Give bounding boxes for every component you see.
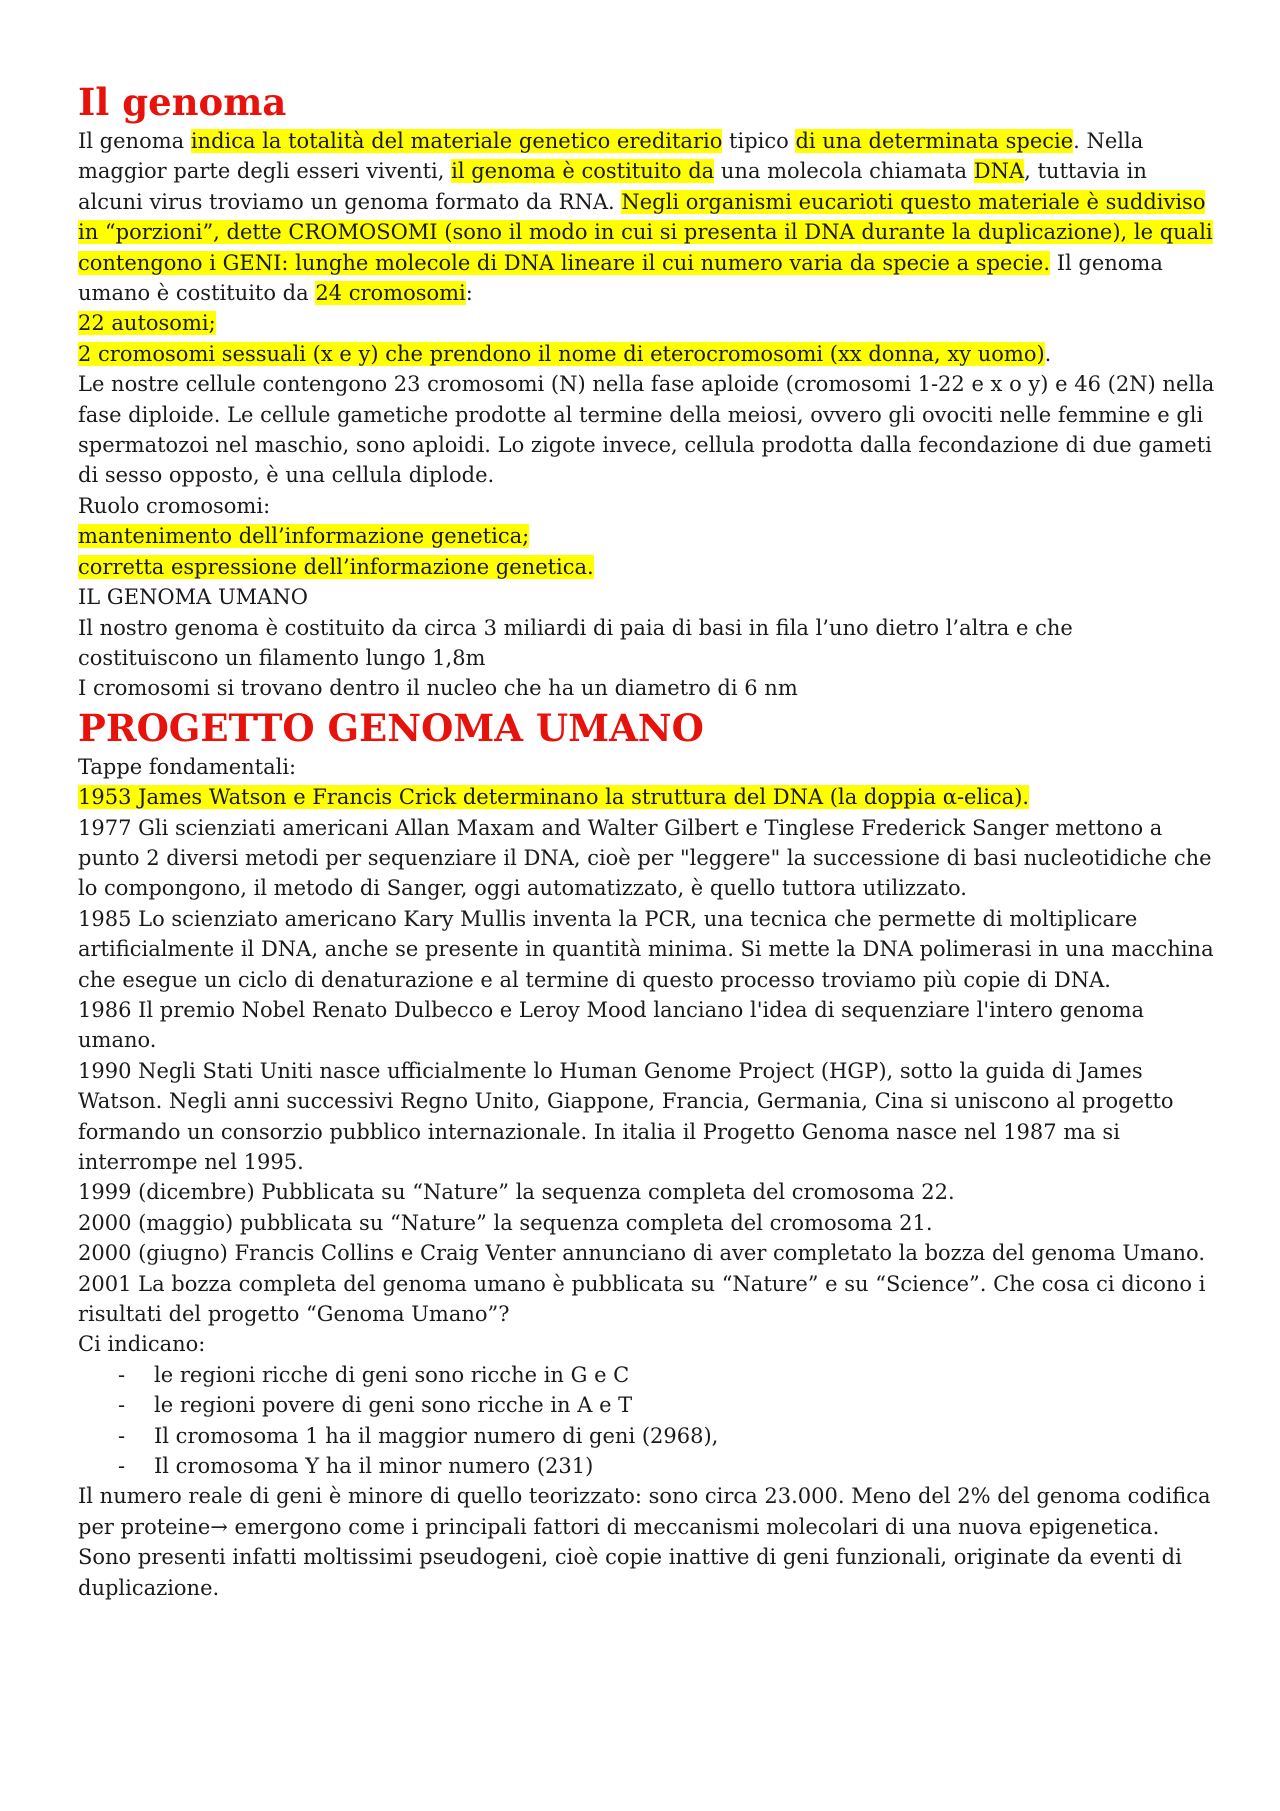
autosomes-text: 22 autosomi; <box>78 311 216 336</box>
milestone-1977: 1977 Gli scienziati americani Allan Maxam and Walter Gilbert e Tinglese Frederick Sanger mettono a punto 2 diversi metodi per sequenziare il DNA, cioè per "leggere" la successione di basi nucleotidiche che lo compongono, il metodo di Sanger, oggi automatizzato, è quello tuttora utilizzato. <box>78 815 1212 901</box>
milestone-2000-maggio: 2000 (maggio) pubblicata su “Nature” la sequenza completa del cromosoma 21. <box>78 1210 933 1235</box>
closing-paragraph: Il numero reale di geni è minore di quello teorizzato: sono circa 23.000. Meno del 2% del genoma codifica per proteine→ emergono come i principali fattori di meccanismi molecolari di una nuova epigenetica. Sono presenti infatti moltissimi pseudogeni, cioè copie inattive di geni funzionali, originate da eventi di duplicazione. <box>78 1484 1211 1600</box>
highlighted-text: 24 cromosomi <box>315 281 466 306</box>
milestone-1999: 1999 (dicembre) Pubblicata su “Nature” la sequenza completa del cromosoma 22. <box>78 1180 955 1205</box>
milestone-2000-giugno: 2000 (giugno) Francis Collins e Craig Venter annunciano di aver completato la bozza del genoma Umano. <box>78 1241 1206 1266</box>
tappe-heading: Tappe fondamentali: <box>78 754 297 779</box>
autosomes-line <box>78 308 1216 338</box>
highlighted-text: DNA <box>973 159 1025 184</box>
list-item: - le regioni povere di geni sono ricche in A e T <box>78 1390 1216 1420</box>
list-item: - le regioni ricche di geni sono ricche in G e C <box>78 1360 1216 1390</box>
text-run: Il genoma umano è costituito da <box>78 250 1163 306</box>
text-run: : <box>465 281 473 306</box>
section-title-progetto: PROGETTO GENOMA UMANO <box>78 705 704 750</box>
milestone-1990: 1990 Negli Stati Uniti nasce ufficialmente lo Human Genome Project (HGP), sotto la guida di James Watson. Negli anni successivi Regno Unito, Giappone, Francia, Germania, Cina si uniscono al progetto formando un consorzio pubblico internazionale. In italia il Progetto Genoma nasce nel 1987 ma si interrompe nel 1995. <box>78 1058 1174 1174</box>
role-item-1 <box>78 521 1216 551</box>
text-run: . Nella maggior parte degli esseri viventi, <box>78 129 1144 184</box>
milestone-1985: 1985 Lo scienziato americano Kary Mullis inventa la PCR, una tecnica che permette di moltiplicare artificialmente il DNA, anche se presente in quantità minima. Si mette la DNA polimerasi in una macchina che esegue un ciclo di denaturazione e al termine di questo processo troviamo più copie di DNA. <box>78 906 1214 992</box>
human-genome-heading: IL GENOMA UMANO <box>78 585 308 610</box>
role-heading: Ruolo cromosomi: <box>78 493 271 518</box>
text-run: tipico <box>722 129 796 153</box>
human-genome-paragraph-1: Il nostro genoma è costituito da circa 3 miliardi di paia di basi in fila l’uno dietro l’altra e che costituiscono un filamento lungo 1,8m <box>78 615 1073 670</box>
cells-paragraph: Le nostre cellule contengono 23 cromosomi (N) nella fase aploide (cromosomi 1-22 e x o y) e 46 (2N) nella fase diploide. Le cellule gametiche prodotte al termine della meiosi, ovvero gli ovociti nelle femmine e gli spermatozoi nel maschio, sono aploidi. Lo zigote invece, cellula prodotta dalla fecondazione di due gameti di sesso opposto, è una cellula diplode. <box>78 372 1215 488</box>
intro-paragraph <box>78 126 1216 308</box>
list-item: - Il cromosoma Y ha il minor numero (231) <box>78 1451 1216 1481</box>
highlighted-text: indica la totalità del materiale genetico ereditario <box>190 129 723 153</box>
sex-chromosomes-line <box>78 339 1216 369</box>
text-run: , tuttavia in alcuni virus troviamo un genoma formato da RNA. <box>78 159 1147 214</box>
results-list <box>78 1360 1216 1482</box>
human-genome-paragraph-2: I cromosomi si trovano dentro il nucleo che ha un diametro di 6 nm <box>78 676 798 701</box>
milestone-1953-text: 1953 James Watson e Francis Crick determinano la struttura del DNA (la doppia α-elica). <box>78 785 1030 810</box>
role-item-1-text: mantenimento dell’informazione genetica; <box>78 524 530 549</box>
highlighted-text: di una determinata specie <box>795 129 1074 153</box>
highlighted-text: il genoma è costituito da <box>451 159 715 184</box>
sex-chromosomes-end: . <box>1044 341 1052 366</box>
text-run: una molecola chiamata <box>714 159 974 184</box>
milestone-1986: 1986 Il premio Nobel Renato Dulbecco e Leroy Mood lanciano l'idea di sequenziare l'intero genoma umano. <box>78 997 1145 1053</box>
highlighted-text: Negli organismi eucarioti questo materiale è suddiviso in “porzioni”, dette CROMOSOMI (sono il modo in cui si presenta il DNA durante la duplicazione), le quali contengono i GENI: lunghe molecole di DNA lineare il cui numero varia da specie a specie. <box>78 189 1213 275</box>
role-item-2 <box>78 552 1216 582</box>
text-run: Il genoma <box>78 129 191 153</box>
milestone-2001: 2001 La bozza completa del genoma umano è pubblicata su “Nature” e su “Science”. Che cosa ci dicono i risultati del progetto “Genoma Umano”? <box>78 1271 1206 1327</box>
role-item-2-text: corretta espressione dell’informazione genetica. <box>78 554 594 579</box>
list-item: - Il cromosoma 1 ha il maggior numero di geni (2968), <box>78 1421 1216 1451</box>
indicano-heading: Ci indicano: <box>78 1332 206 1357</box>
milestone-1953 <box>78 782 1216 812</box>
sex-chromosomes-text: 2 cromosomi sessuali (x e y) che prendono il nome di eterocromosomi (xx donna, xy uomo) <box>78 341 1045 366</box>
section-title-genoma: Il genoma <box>78 80 287 124</box>
